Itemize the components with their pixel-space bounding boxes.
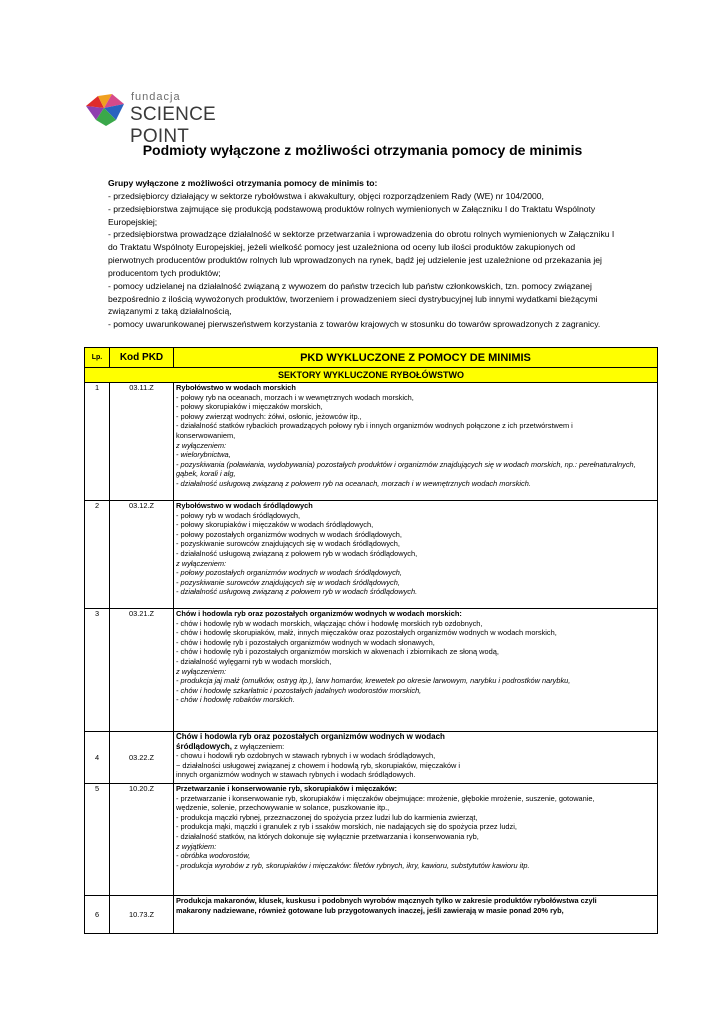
table-row bbox=[85, 383, 658, 501]
description-line: - pozyskiwania (poławiania, wydobywania) pozostałych produktów i organizmów znajdujących się w wodach morskich, np.: perełnaturalnych, gąbek, korali i alg, bbox=[176, 459, 636, 479]
intro-line: producentom tych produktów; bbox=[108, 267, 221, 278]
table-row bbox=[85, 896, 658, 934]
cell-lp: 6 bbox=[85, 896, 110, 934]
description-line: - działalność usługową związaną z połowem ryb na oceanach, morzach i w wewnętrznych wodach morskich. bbox=[176, 478, 531, 488]
description-heading: Rybołówstwo w wodach morskich bbox=[176, 383, 296, 392]
table-row bbox=[85, 784, 658, 896]
description-line: - chów i hodowlę ryb w wodach morskich, włączając chów i hodowlę morskich ryb ozdobnych, bbox=[176, 618, 483, 628]
description-line: − działalności usługowej związanej z chowem i hodowlą ryb, skorupiaków, mięczaków i bbox=[176, 760, 461, 770]
intro-line: do Traktatu Wspólnoty Europejskiej, jeżeli wielkość pomocy jest uzależniona od oceny lub ilości produktów zakupionych od bbox=[108, 242, 576, 253]
cell-lp: 5 bbox=[85, 784, 110, 896]
table-row bbox=[85, 501, 658, 609]
description-line: - chowu i hodowli ryb ozdobnych w stawach rybnych i w wodach śródlądowych, bbox=[176, 751, 436, 761]
intro-line: - przedsiębiorcy działający w sektorze rybołówstwa i akwakultury, objęci rozporządzeniem Rady (WE) nr 104/2000, bbox=[108, 190, 544, 201]
description-heading: Chów i hodowla ryb oraz pozostałych organizmów wodnych w wodach morskich: bbox=[176, 609, 462, 618]
description-rest-part: z wyłączeniem: bbox=[232, 741, 285, 751]
description-line: - chów i hodowlę ryb i pozostałych organizmów wodnych w wodach słonawych, bbox=[176, 637, 435, 647]
description-line: - działalność statków, na których dokonuje się wyłącznie przetwarzania i konserwowania ryb, bbox=[176, 831, 479, 841]
description-line: - przetwarzanie i konserwowanie ryb, skorupiaków i mięczaków obejmujące: mrożenie, głębokie mrożenie, suszenie, gotowanie, bbox=[176, 793, 595, 803]
logo-text-small: fundacja bbox=[131, 91, 181, 103]
description-line: - połowy pozostałych organizmów wodnych w wodach śródlądowych, bbox=[176, 568, 402, 578]
intro-line: - pomocy udzielanej na działalność związaną z wywozem do państw trzecich lub państw członkowskich, tzn. pomocy związanej bbox=[108, 280, 592, 291]
description-heading: Przetwarzanie i konserwowanie ryb, skorupiaków i mięczaków: bbox=[176, 784, 397, 793]
intro-line: Europejskiej; bbox=[108, 216, 158, 227]
cell-description bbox=[174, 383, 658, 501]
cell-kod-pkd: 03.12.Z bbox=[110, 501, 174, 609]
description-line: - połowy ryb na oceanach, morzach i w wewnętrznych wodach morskich, bbox=[176, 392, 414, 402]
intro-line: związanymi z taką działalnością, bbox=[108, 306, 232, 317]
description-heading: makarony nadziewane, również gotowane lub przygotowanych inaczej, jeśli zawierają w masie ponad 20% ryb, bbox=[176, 905, 564, 915]
table-header-row bbox=[85, 348, 658, 368]
cell-lp: 4 bbox=[85, 732, 110, 784]
cell-kod-pkd: 03.22.Z bbox=[110, 732, 174, 784]
cell-kod-pkd: 03.11.Z bbox=[110, 383, 174, 501]
description-line: - połowy zwierząt wodnych: żółwi, osłonic, jeżowców itp., bbox=[176, 411, 362, 421]
description-line: z wyłączeniem: bbox=[176, 558, 227, 568]
description-line: - połowy pozostałych organizmów wodnych w wodach śródlądowych, bbox=[176, 529, 402, 539]
description-line: - chów i hodowlę skorupiaków, małż, innych mięczaków oraz pozostałych organizmów wodnych w wodach morskich, bbox=[176, 628, 557, 638]
cell-kod-pkd: 03.21.Z bbox=[110, 609, 174, 732]
description-line: - chów i hodowlę ryb i pozostałych organizmów morskich w akwenach i zbiornikach ze słoną wodą, bbox=[176, 647, 499, 657]
table-row bbox=[85, 609, 658, 732]
cell-lp: 1 bbox=[85, 383, 110, 501]
cell-lp: 3 bbox=[85, 609, 110, 732]
cell-description bbox=[174, 896, 658, 934]
description-line: - chów i hodowlę szkarłatnic i pozostałych jadalnych wodorostów morskich, bbox=[176, 685, 422, 695]
description-line: - działalność statków rybackich prowadzących połowy ryb i innych organizmów wodnych połączone z ich przetwórstwem i bbox=[176, 421, 573, 431]
description-line: - działalność usługową związaną z połowem ryb w wodach śródlądowych, bbox=[176, 548, 418, 558]
description-line: wędzenie, solenie, przechowywanie w solance, puszkowanie itp., bbox=[176, 803, 390, 813]
description-line: z wyłączeniem: bbox=[176, 666, 227, 676]
description-heading: Rybołówstwo w wodach śródlądowych bbox=[176, 501, 313, 510]
table-body bbox=[85, 383, 658, 934]
description-line: - działalność usługową związaną z połowem ryb w wodach śródlądowych. bbox=[176, 587, 418, 597]
table-row bbox=[85, 732, 658, 784]
pkd-table bbox=[84, 347, 658, 934]
intro-line: - przedsiębiorstwa zajmujące się produkcją podstawową produktów rolnych wymienionych w Załączniku I do Traktatu Wspólnoty bbox=[108, 203, 596, 214]
cell-kod-pkd: 10.20.Z bbox=[110, 784, 174, 896]
cell-lp: 2 bbox=[85, 501, 110, 609]
cell-description bbox=[174, 732, 658, 784]
intro-line: pierwotnych producentów produktów rolnych lub wprowadzonych na rynek, bądź jej udzielenie jest uzależnione od przekazania jej bbox=[108, 255, 602, 266]
description-heading: Chów i hodowla ryb oraz pozostałych organizmów wodnych w wodach bbox=[176, 732, 445, 741]
intro-line: - przedsiębiorstwa prowadzące działalność w sektorze przetwarzania i wprowadzenia do obrotu rolnych wymienionych w Załączniku I bbox=[108, 229, 615, 240]
description-line bbox=[176, 742, 655, 752]
intro-line: bezpośrednio z ilością wywożonych produktów, tworzeniem i prowadzeniem sieci dystrybucyjnej lub innymi wydatkami bieżącymi bbox=[108, 293, 598, 304]
science-point-logo-icon bbox=[84, 92, 128, 128]
section-title: SEKTORY WYKLUCZONE RYBOŁÓWSTWO bbox=[85, 368, 658, 383]
section-row bbox=[85, 368, 658, 383]
description-line: - wielorybnictwa, bbox=[176, 450, 231, 460]
description-line: innych organizmów wodnych w stawach rybnych i wodach śródlądowych. bbox=[176, 770, 416, 780]
description-line: z wyłączeniem: bbox=[176, 440, 227, 450]
description-line: - produkcja mąki, mączki i granulek z ryb i ssaków morskich, nie nadających się do spożycia przez ludzi, bbox=[176, 822, 517, 832]
description-bold-part: śródlądowych, bbox=[176, 741, 233, 751]
description-line: - produkcja mączki rybnej, przeznaczonej do spożycia przez ludzi lub do karmienia zwierząt, bbox=[176, 812, 478, 822]
description-line: - działalność wylęgarni ryb w wodach morskich, bbox=[176, 656, 332, 666]
cell-kod-pkd: 10.73.Z bbox=[110, 896, 174, 934]
intro-heading: Grupy wyłączone z możliwości otrzymania pomocy de minimis to: bbox=[108, 178, 378, 188]
header-main: PKD WYKLUCZONE Z POMOCY DE MINIMIS bbox=[174, 348, 658, 368]
description-line: - produkcja wyrobów z ryb, skorupiaków i mięczaków: filetów rybnych, ikry, kawioru, substytutów kawioru itp. bbox=[176, 860, 530, 870]
cell-description bbox=[174, 609, 658, 732]
intro-line: - pomocy uwarunkowanej pierwszeństwem korzystania z towarów krajowych w stosunku do towarów sprowadzonych z zagranicy. bbox=[108, 319, 601, 330]
page-title: Podmioty wyłączone z możliwości otrzymania pomocy de minimis bbox=[142, 142, 583, 158]
description-line: konserwowaniem, bbox=[176, 430, 236, 440]
description-line: - połowy skorupiaków i mięczaków morskich, bbox=[176, 402, 323, 412]
logo bbox=[84, 91, 274, 147]
description-line: - obróbka wodorostów, bbox=[176, 851, 251, 861]
intro-section bbox=[108, 177, 656, 331]
cell-description bbox=[174, 501, 658, 609]
description-line: - chów i hodowlę robaków morskich. bbox=[176, 695, 295, 705]
description-line: z wyjątkiem: bbox=[176, 841, 217, 851]
header-lp: Lp. bbox=[85, 348, 110, 368]
description-line: - pozyskiwanie surowców znajdujących się w wodach śródlądowych, bbox=[176, 539, 400, 549]
description-line: - połowy skorupiaków i mięczaków w wodach śródlądowych, bbox=[176, 520, 374, 530]
description-line: - połowy ryb w wodach śródlądowych, bbox=[176, 510, 301, 520]
description-line: - pozyskiwanie surowców znajdujących się w wodach śródlądowych, bbox=[176, 577, 400, 587]
cell-description bbox=[174, 784, 658, 896]
header-kod-pkd: Kod PKD bbox=[110, 348, 174, 368]
description-line: - produkcja jaj małż (omułków, ostryg itp.), larw homarów, krewetek po okresie larwowym, narybku i podrostków narybku, bbox=[176, 676, 571, 686]
logo-text-big: SCIENCE POINT bbox=[130, 104, 216, 147]
description-heading: Produkcja makaronów, klusek, kuskusu i podobnych wyrobów mącznych tylko w zakresie produktów rybołówstwa czyli bbox=[176, 896, 597, 905]
